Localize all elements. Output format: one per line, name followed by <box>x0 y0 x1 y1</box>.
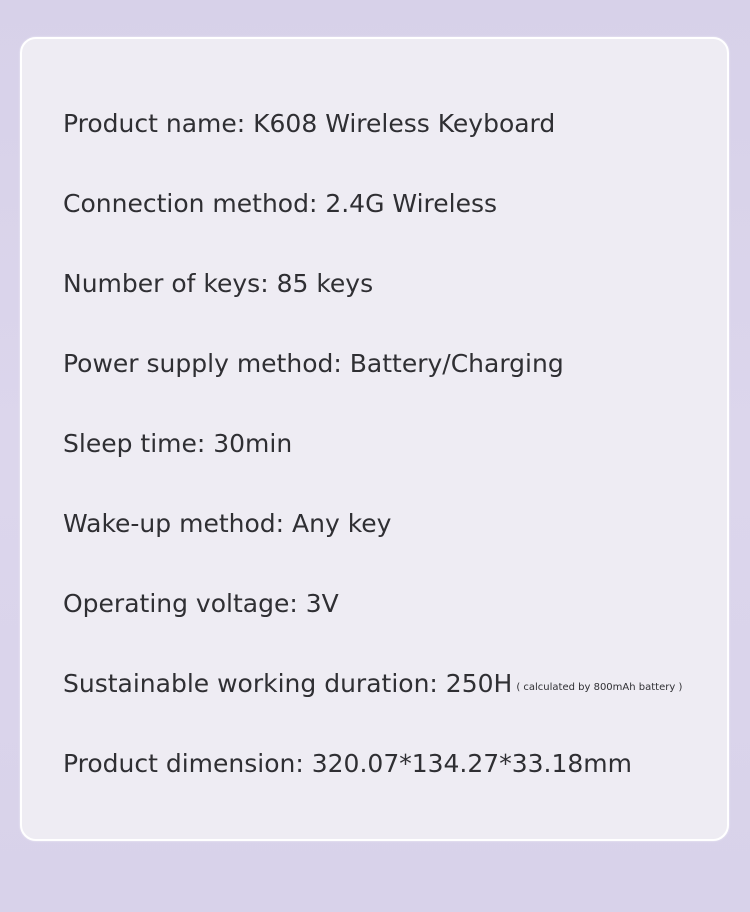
spec-text: Power supply method: Battery/Charging <box>63 349 564 378</box>
spec-card <box>20 37 729 841</box>
spec-text: Wake-up method: Any key <box>63 509 392 538</box>
spec-operating-voltage <box>63 579 682 659</box>
spec-wake-up-method <box>63 499 682 579</box>
spec-text: Connection method: 2.4G Wireless <box>63 189 497 218</box>
spec-product-name <box>63 99 682 179</box>
spec-working-duration <box>63 659 682 739</box>
spec-text: Number of keys: 85 keys <box>63 269 374 298</box>
spec-list <box>63 99 682 819</box>
spec-power-supply <box>63 339 682 419</box>
spec-note: ( calculated by 800mAh battery ) <box>516 682 683 693</box>
spec-product-dimension <box>63 739 682 819</box>
spec-sleep-time <box>63 419 682 499</box>
spec-text: Sleep time: 30min <box>63 429 293 458</box>
spec-text: Operating voltage: 3V <box>63 589 339 618</box>
spec-text: Sustainable working duration: 250H <box>63 669 513 698</box>
spec-connection-method <box>63 179 682 259</box>
spec-number-of-keys <box>63 259 682 339</box>
spec-text: Product dimension: 320.07*134.27*33.18mm <box>63 749 632 778</box>
spec-text: Product name: K608 Wireless Keyboard <box>63 109 556 138</box>
